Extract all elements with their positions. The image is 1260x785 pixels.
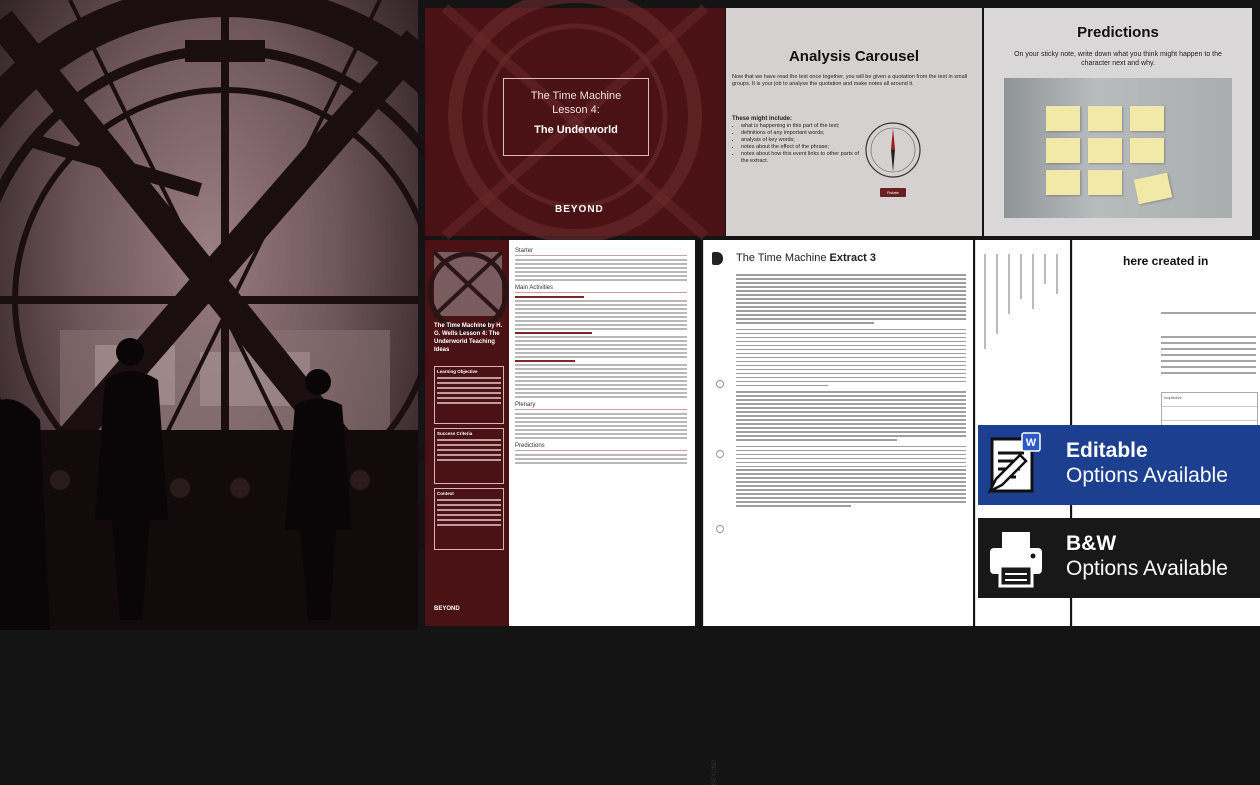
sticky-note	[1088, 170, 1122, 195]
sticky-note	[1088, 106, 1122, 131]
list-heading: These might include:	[732, 116, 793, 122]
clock-thumbnail	[434, 252, 502, 316]
sticky-note	[1134, 173, 1172, 205]
context-box	[434, 488, 504, 550]
section-heading: Plenary	[515, 402, 687, 410]
bw-badge-subtitle: Options Available	[1066, 557, 1228, 580]
sticky-note	[1088, 138, 1122, 163]
list-item: • notes about the effect of the phrase;	[741, 144, 861, 151]
worksheet-heading: here created in	[1123, 254, 1209, 268]
sticky-note	[1130, 106, 1164, 131]
lesson-sidebar	[425, 240, 509, 626]
extract-title-prefix: The Time Machine	[736, 252, 827, 264]
title-frame	[503, 78, 649, 156]
svg-text:W: W	[1025, 437, 1037, 449]
beyond-b-icon	[712, 252, 723, 265]
predictions-slide-preview	[984, 8, 1252, 236]
sticky-notes-photo	[1004, 78, 1232, 218]
sticky-note	[1046, 170, 1080, 195]
slide-title-line3: The Underworld	[534, 124, 618, 136]
lesson-plan-document	[425, 240, 695, 626]
list-item: • what is happening in this part of the text;	[741, 123, 861, 130]
slide-title: Predictions	[1077, 24, 1159, 41]
editable-badge-subtitle: Options Available	[1066, 464, 1228, 487]
slide-title-line2: Lesson 4:	[552, 104, 600, 116]
plenary-section	[515, 402, 687, 439]
starter-section	[515, 248, 687, 281]
compass-timer-icon	[863, 120, 923, 180]
section-heading: Starter	[515, 248, 687, 256]
extract-body-text	[736, 272, 966, 512]
clock-thumbnail-graphic	[434, 252, 502, 316]
slide-paragraph: On your sticky note, write down what you think might happen to the character next and why.	[1014, 51, 1222, 67]
punch-hole	[716, 380, 724, 388]
editable-badge-title: Editable	[1066, 439, 1148, 462]
list-item: • definitions of any important words;	[741, 130, 861, 137]
table-row: Inquisitive	[1162, 393, 1257, 407]
sticky-note	[1046, 106, 1080, 131]
box-heading: Success Criteria	[437, 431, 473, 436]
predictions-section	[515, 443, 687, 464]
slide-title: Analysis Carousel	[788, 48, 920, 65]
learning-objective-box	[434, 366, 504, 424]
table-row	[1162, 407, 1257, 421]
list-item: • analysis of key words;	[741, 137, 861, 144]
word-document-icon	[986, 431, 1046, 499]
beyond-logo: BEYOND	[434, 606, 460, 612]
list-item: • notes about how this event links to other parts of the extract.	[741, 151, 861, 165]
section-heading: Predictions	[515, 443, 687, 451]
beyond-logo: BEYOND	[555, 204, 604, 215]
punch-hole	[716, 450, 724, 458]
sticky-note	[1046, 138, 1080, 163]
analysis-list	[732, 123, 861, 165]
editable-options-badge	[978, 425, 1260, 505]
hero-clock-photo	[0, 0, 418, 630]
box-heading: Context	[437, 491, 454, 496]
bw-badge-title: B&W	[1066, 532, 1117, 555]
extract-title-bold: Extract 3	[829, 252, 877, 264]
slide-paragraph: Now that we have read the text once together, you will be given a quotation from the text in small groups. It is your job to analyse the quotation and make notes all around it.	[732, 74, 968, 87]
main-activities-section	[515, 285, 687, 398]
rotate-button[interactable]: Rotate	[880, 188, 906, 197]
lesson-main-content	[515, 248, 687, 468]
success-criteria-box	[434, 428, 504, 484]
punch-hole	[716, 525, 724, 533]
clock-silhouette-illustration	[0, 0, 418, 630]
printer-icon	[986, 524, 1046, 592]
slide-title-line1: The Time Machine	[530, 90, 622, 102]
extract-document	[703, 240, 973, 785]
bw-options-badge	[978, 518, 1260, 598]
sticky-note	[1130, 138, 1164, 163]
lesson-side-title: The Time Machine by H. G. Wells Lesson 4: The Underworld Teaching Ideas	[434, 323, 503, 353]
slide-title-lines	[504, 89, 648, 117]
extract-title	[736, 252, 876, 264]
beyond-vertical-logo: BEYOND	[712, 759, 718, 785]
box-heading: Learning Objective	[437, 369, 478, 374]
section-heading: Main Activities	[515, 285, 687, 293]
title-slide-preview	[425, 8, 725, 236]
analysis-carousel-slide-preview	[726, 8, 982, 236]
